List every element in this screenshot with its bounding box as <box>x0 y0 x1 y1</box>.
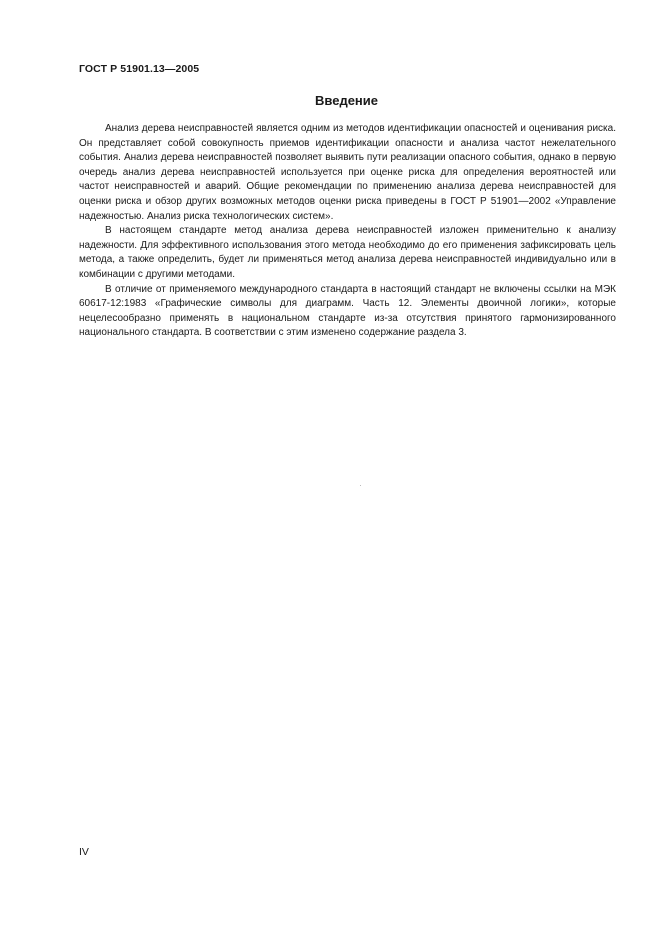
page-number: IV <box>79 846 89 858</box>
paragraph-1: Анализ дерева неисправностей является одним из методов идентификации опасностей и оценивания риска. Он представляет собой совокупность приемов идентификации опасности и анализа частот нежелательного события. Анализ дерева неисправностей позволяет выявить пути реализации опасного события, однако в первую очередь анализ дерева неисправностей используется при оценке риска для определения вероятностей или частот неисправностей и аварий. Общие рекомендации по применению анализа дерева неисправностей для оценки риска и обзор других возможных методов оценки риска приведены в ГОСТ Р 51901—2002 «Управление надежностью. Анализ риска технологических систем». <box>79 123 616 222</box>
body-text <box>79 122 616 341</box>
scan-speck <box>360 485 361 486</box>
document-code-header: ГОСТ Р 51901.13—2005 <box>79 63 200 75</box>
section-title: Введение <box>315 93 378 108</box>
paragraph-2: В настоящем стандарте метод анализа дерева неисправностей изложен применительно к анализу надежности. Для эффективного использования этого метода необходимо до его применения зафиксировать цель метода, а также определить, будет ли применяться метод анализа дерева неисправностей индивидуально или в комбинации с другими методами. <box>79 225 616 280</box>
paragraph-3: В отличие от применяемого международного стандарта в настоящий стандарт не включены ссылки на МЭК 60617-12:1983 «Графические символы для диаграмм. Часть 12. Элементы двоичной логики», которые нецелесообразно применять в национальном стандарте из-за отсутствия принятого гармонизированного национального стандарта. В соответствии с этим изменено содержание раздела 3. <box>79 283 616 339</box>
